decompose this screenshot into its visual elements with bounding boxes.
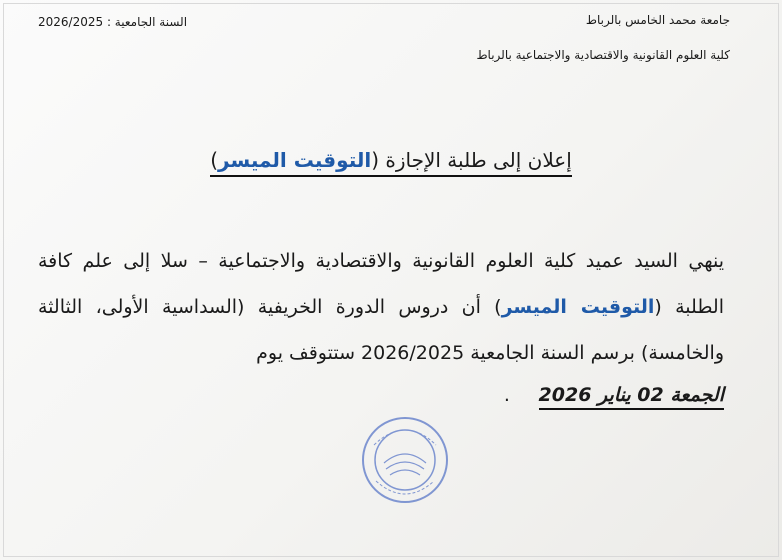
- faculty-stamp: [360, 415, 450, 505]
- body-part-2: ) أن دروس الدورة الخريفية (السداسية الأولى، الثالثة والخامسة) برسم السنة الجامعية 2026/2025 ستتوقف يوم: [38, 296, 724, 364]
- body-highlight: التوقيت الميسر: [501, 296, 655, 318]
- body-part-1: ينهي السيد عميد كلية العلوم القانونية والاقتصادية والاجتماعية – سلا إلى علم كافة الطلبة (: [38, 250, 724, 318]
- faculty-name: كلية العلوم القانونية والاقتصادية والاجتماعية بالرباط: [476, 48, 730, 62]
- university-name: جامعة محمد الخامس بالرباط: [585, 13, 730, 27]
- title-prefix: إعلان إلى طلبة الإجازة (: [371, 148, 572, 172]
- date-period: .: [503, 384, 510, 406]
- academic-year: السنة الجامعية : 2026/2025: [38, 15, 188, 29]
- announcement-body: [38, 238, 724, 376]
- date-line: [504, 384, 724, 406]
- announcement-title: [0, 148, 782, 172]
- title-suffix: ): [210, 148, 219, 172]
- announcement-date: الجمعة 02 يناير 2026: [539, 384, 724, 410]
- title-highlight: التوقيت الميسر: [218, 148, 372, 172]
